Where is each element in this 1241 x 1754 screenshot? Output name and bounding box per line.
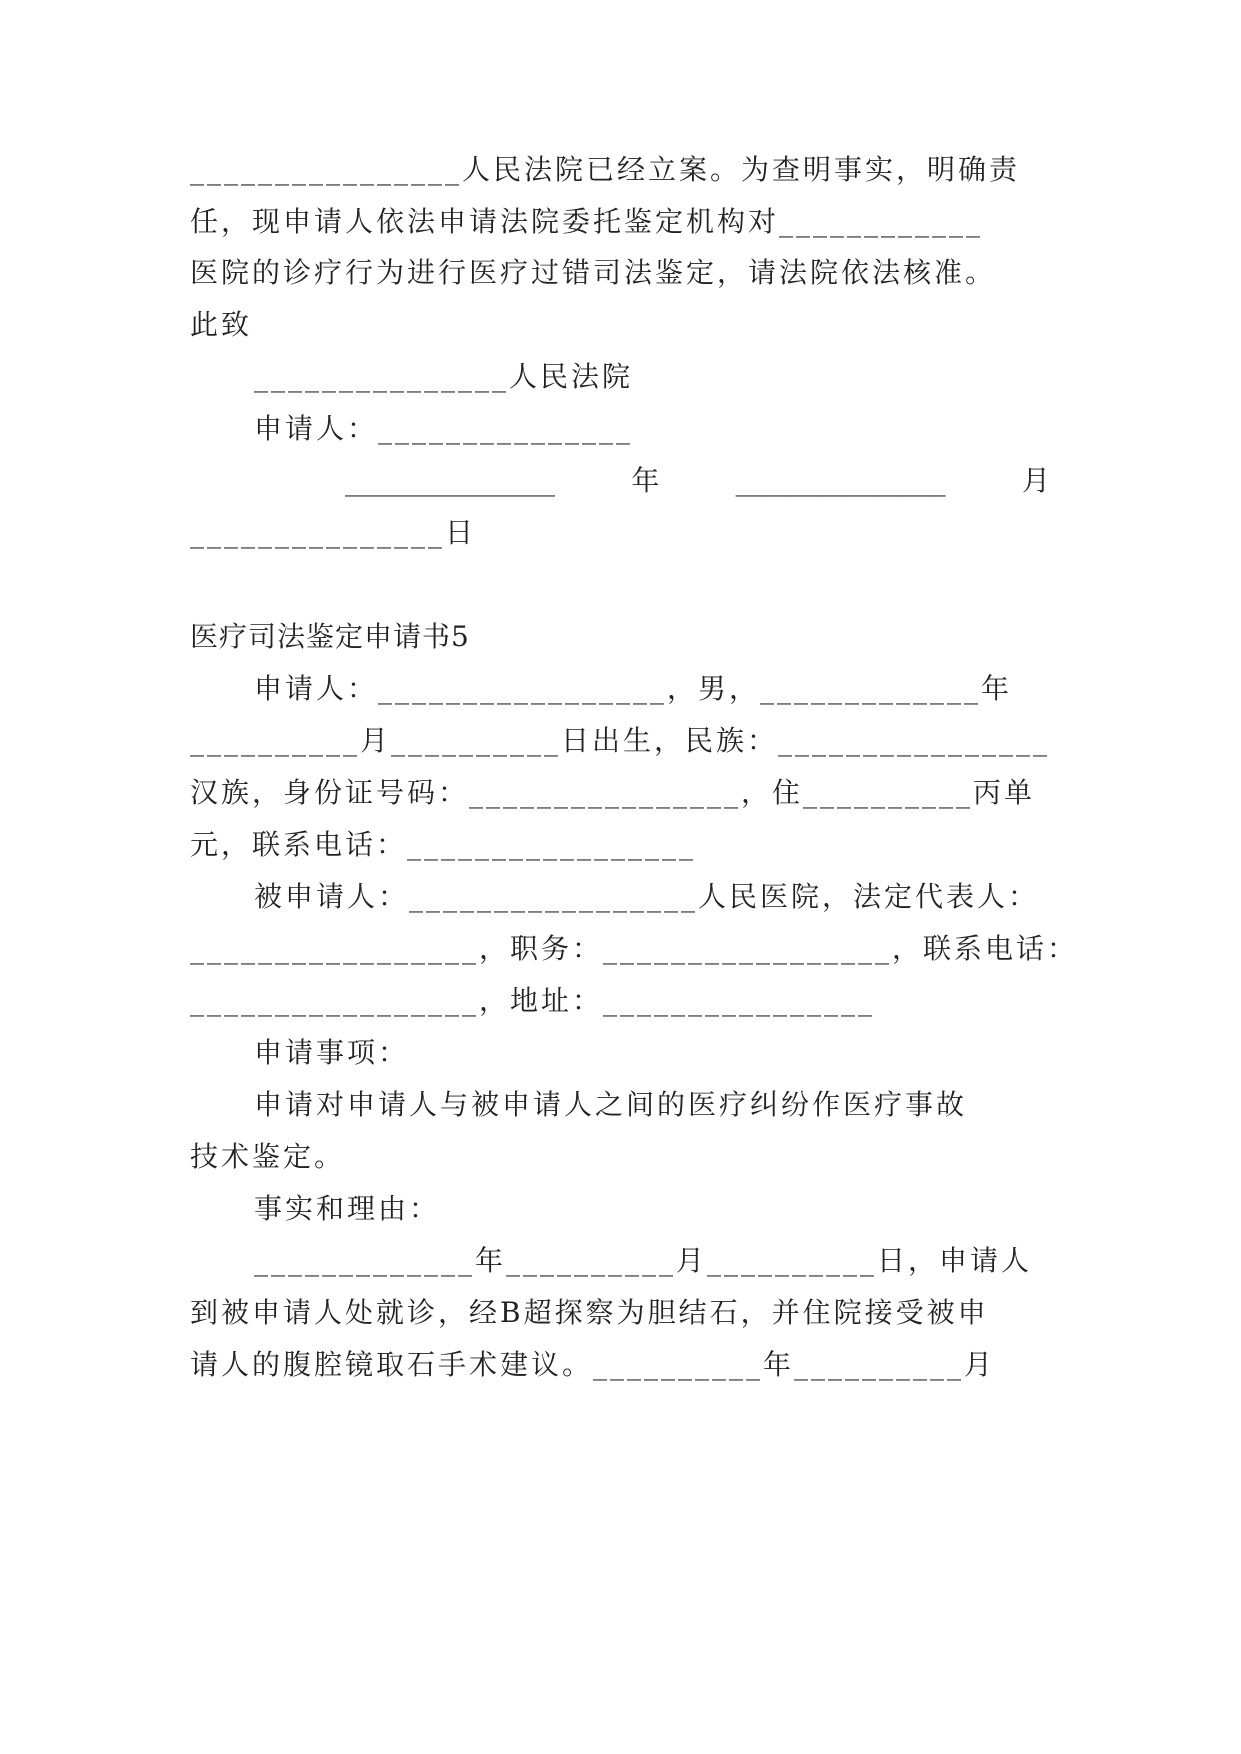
date-blank: _______________	[735, 464, 946, 497]
date-month-label: 月	[1021, 464, 1050, 497]
section-title: 医疗司法鉴定申请书5	[190, 620, 470, 653]
request-text-line: 技术鉴定。	[190, 1140, 346, 1173]
body-text-line: ________________人民法院已经立案。为查明事实，明确责	[190, 153, 1021, 186]
closing-salutation: 此致	[190, 308, 253, 341]
applicant-info-line: 元，联系电话：_________________	[190, 828, 697, 861]
facts-heading: 事实和理由：	[254, 1192, 441, 1225]
addressee-court: _______________人民法院	[254, 360, 634, 393]
date-blank: _______________	[345, 464, 555, 497]
date-year-label: 年	[631, 464, 660, 497]
request-heading: 申请事项：	[254, 1036, 410, 1069]
applicant-info-line: __________月__________日出生，民族：________________	[190, 724, 1051, 757]
facts-text-line: 请人的腹腔镜取石手术建议。__________年__________月	[190, 1348, 996, 1381]
applicant-info-line: 汉族，身份证号码：________________，住__________丙单	[190, 776, 1036, 809]
applicant-signature-line: 申请人：_______________	[254, 412, 634, 445]
facts-text-line: _____________年__________月__________日，申请人	[254, 1244, 1033, 1277]
facts-text-line: 到被申请人处就诊，经B超探察为胆结石，并住院接受被申	[190, 1296, 989, 1329]
request-text-line: 申请对申请人与被申请人之间的医疗纠纷作医疗事故	[254, 1088, 968, 1121]
respondent-info-line: _________________，职务：_________________，联系电话：	[190, 932, 1079, 965]
respondent-info-line: 被申请人：_________________人民医院，法定代表人：	[254, 880, 1040, 913]
body-text-line: 任，现申请人依法申请法院委托鉴定机构对____________	[190, 205, 984, 238]
date-line	[345, 461, 1050, 501]
respondent-info-line: _________________，地址：________________	[190, 984, 876, 1017]
date-day-line: _______________日	[190, 516, 477, 549]
applicant-info-line: 申请人：_________________，男，_____________年	[254, 672, 1013, 705]
body-text-line: 医院的诊疗行为进行医疗过错司法鉴定，请法院依法核准。	[190, 256, 997, 289]
